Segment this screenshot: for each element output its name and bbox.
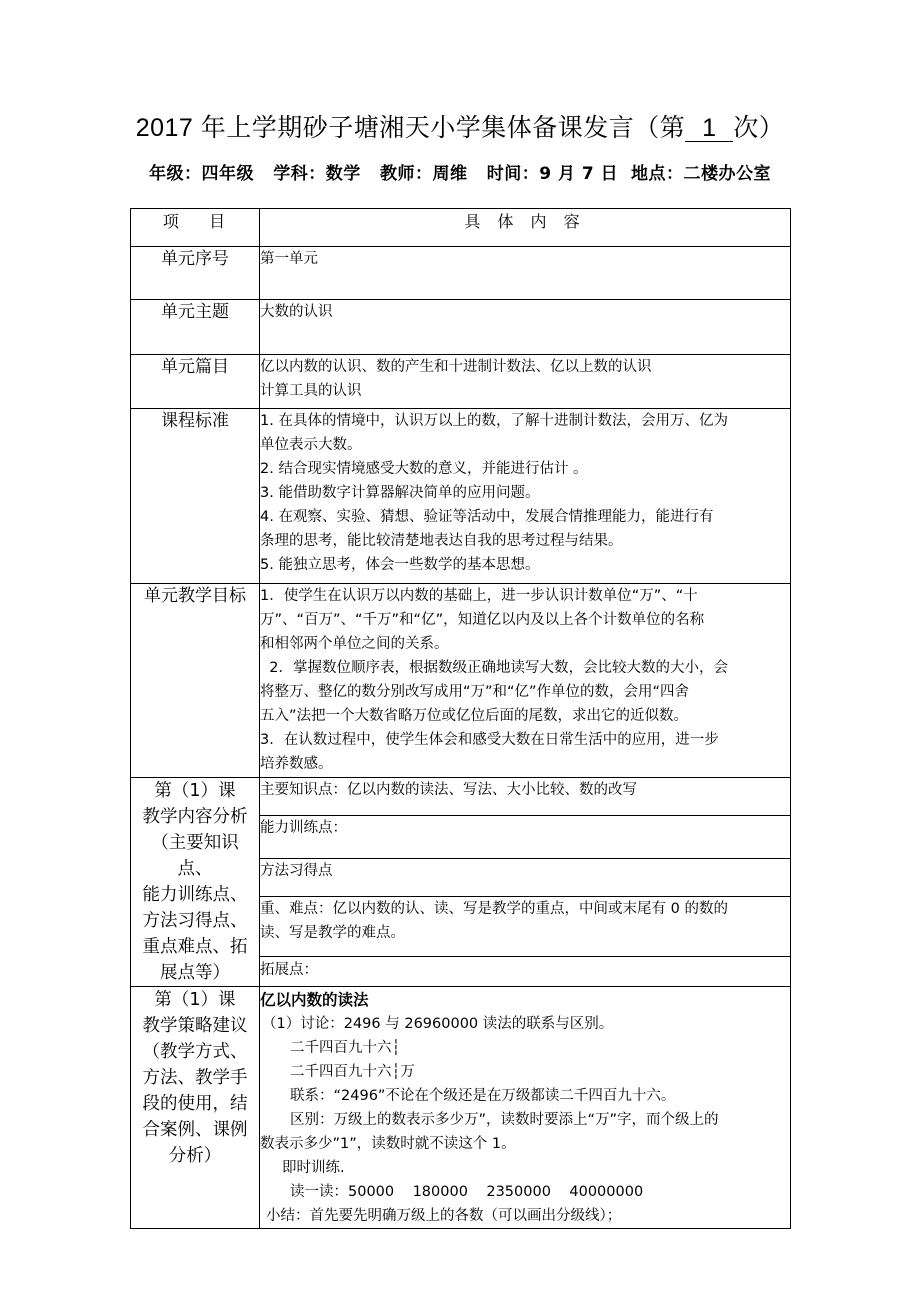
standards-row: [131, 409, 791, 584]
unit-theme-value: 大数的认识: [260, 300, 791, 355]
analysis-label-line: 重点难点、拓: [142, 937, 248, 957]
strategy-row: [131, 987, 791, 1229]
analysis-label-line: 方法习得点、: [142, 911, 248, 931]
strategy-label-line: 教学策略建议: [142, 1016, 248, 1036]
strategy-line: 数表示多少”1”，读数时就不读这个 1。: [260, 1136, 516, 1152]
unit-theme-label: 单元主题: [131, 300, 260, 355]
unit-number-row: [131, 247, 791, 300]
goals-line: 和相邻两个单位之间的关系。: [260, 636, 449, 652]
table-header-row: [131, 209, 791, 247]
goals-line: 五入”法把一个大数省略万位或亿位后面的尾数，求出它的近似数。: [260, 708, 689, 724]
strategy-label: [131, 987, 260, 1229]
strategy-line: （1）讨论：2496 与 26960000 读法的联系与区别。: [262, 1016, 614, 1032]
standards-line: 5. 能独立思考，体会一些数学的基本思想。: [260, 557, 540, 573]
strategy-line: 联系：“2496”不论在个级还是在万级都读二千四百九十六。: [290, 1088, 676, 1104]
title-prefix: 2017 年上学期砂子塘湘天小学集体备课发言（第: [135, 114, 686, 142]
unit-theme-row: [131, 300, 791, 355]
standards-line: 4. 在观察、实验、猜想、验证等活动中，发展合情推理能力，能进行有: [260, 509, 714, 525]
header-content: 具 体 内 容: [260, 209, 791, 247]
strategy-label-line: 段的使用，结: [142, 1094, 248, 1114]
document-title: [0, 108, 920, 144]
strategy-label-line: 方法、教学手: [142, 1068, 248, 1088]
key-line: 读、写是教学的难点。: [260, 925, 405, 942]
goals-label: 单元教学目标: [131, 584, 260, 778]
goals-line: 1．使学生在认识万以内数的基础上，进一步认识计数单位“万”、“十: [260, 588, 698, 604]
standards-line: 3. 能借助数字计算器解决简单的应用问题。: [260, 485, 540, 501]
strategy-line: 二千四百九十六┆万: [290, 1064, 415, 1080]
strategy-line: 二千四百九十六┆: [290, 1040, 401, 1056]
standards-line: 条理的思考，能比较清楚地表达自我的思考过程与结果。: [260, 533, 623, 549]
analysis-label-line: （主要知识点、: [151, 833, 239, 879]
session-number: 1: [685, 115, 733, 142]
analysis-label-line: 第（1）课: [154, 781, 236, 801]
method-points: 方法习得点: [260, 858, 791, 896]
analysis-label-line: 展点等）: [160, 963, 230, 983]
key-line: 重、难点：亿以内数的认、读、写是教学的重点，中间或末尾有 0 的数的: [260, 901, 728, 918]
goals-line: 2．掌握数位顺序表，根据数级正确地读写大数，会比较大数的大小，会: [260, 660, 728, 676]
strategy-heading: 亿以内数的读法: [260, 991, 369, 1009]
goals-content: [260, 584, 791, 778]
standards-label: 课程标准: [131, 409, 260, 584]
unit-chapters-label: 单元篇目: [131, 355, 260, 409]
meta-line: 年级：四年级 学科：数学 教师：周维 时间：9 月 7 日 地点：二楼办公室: [148, 164, 771, 184]
strategy-line: 读一读：50000 180000 2350000 40000000: [290, 1184, 644, 1200]
analysis-label-line: 教学内容分析: [142, 807, 248, 827]
strategy-label-line: （教学方式、: [142, 1042, 248, 1062]
standards-content: [260, 409, 791, 584]
header-item: 项 目: [131, 209, 260, 247]
chapters-line: 计算工具的认识: [260, 383, 362, 399]
key-difficult-points: [260, 897, 791, 957]
standards-line: 1. 在具体的情境中，认识万以上的数，了解十进制计数法，会用万、亿为: [260, 413, 728, 429]
goals-line: 将整万、整亿的数分别改写成用“万”和“亿”作单位的数，会用“四舍: [260, 684, 690, 700]
goals-line: 万”、“百万”、“千万”和“亿”，知道亿以内及以上各个计数单位的名称: [260, 612, 705, 628]
standards-line: 2. 结合现实情境感受大数的意义，并能进行估计 。: [260, 461, 588, 477]
strategy-content: [260, 987, 791, 1229]
goals-row: [131, 584, 791, 778]
strategy-line: 区别：万级上的数表示多少万”，读数时要添上“万”字，而个级上的: [290, 1112, 719, 1128]
unit-number-label: 单元序号: [131, 247, 260, 300]
strategy-line: 即时训练.: [282, 1160, 345, 1176]
analysis-label-line: 能力训练点、: [142, 885, 248, 905]
strategy-line: 小结：首先要先明确万级上的各数（可以画出分级线）；: [266, 1208, 622, 1224]
unit-chapters-content: [260, 355, 791, 409]
standards-line: 单位表示大数。: [260, 437, 362, 453]
knowledge-points: 主要知识点：亿以内数的读法、写法、大小比较、数的改写: [260, 778, 791, 816]
goals-line: 3．在认数过程中，使学生体会和感受大数在日常生活中的应用，进一步: [260, 732, 719, 748]
unit-number-value: 第一单元: [260, 247, 791, 300]
lesson-plan-table: [130, 208, 791, 1229]
analysis-label: [131, 778, 260, 987]
strategy-label-line: 分析）: [168, 1146, 222, 1166]
ability-points: 能力训练点：: [260, 816, 791, 859]
unit-chapters-row: [131, 355, 791, 409]
goals-line: 培养数感。: [260, 756, 333, 772]
analysis-row-knowledge: [131, 778, 791, 816]
strategy-label-line: 第（1）课: [154, 990, 236, 1010]
title-suffix: 次）: [733, 114, 785, 142]
extension-points: 拓展点：: [260, 956, 791, 986]
strategy-label-line: 合案例、课例: [142, 1120, 248, 1140]
chapters-line: 亿以内数的认识、数的产生和十进制计数法、亿以上数的认识: [260, 359, 652, 375]
